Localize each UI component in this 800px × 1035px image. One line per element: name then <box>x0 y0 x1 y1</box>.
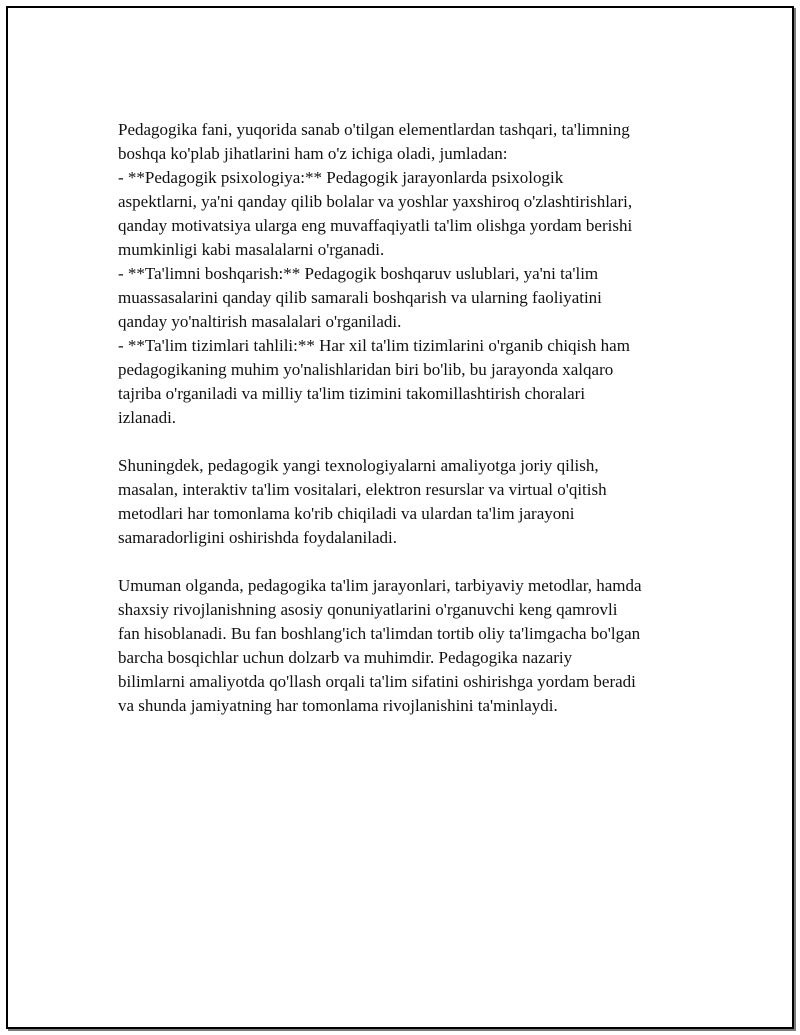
text-line: Umuman olganda, pedagogika ta'lim jarayonlari, tarbiyaviy metodlar, hamda <box>118 576 642 595</box>
list-item-talim-tizimlari-tahlili: - **Ta'lim tizimlari tahlili:** Har xil ta'lim tizimlarini o'rganib chiqish ham <box>118 336 630 355</box>
paragraph-1 <box>118 118 690 430</box>
text-line: qanday motivatsiya ularga eng muvaffaqiyatli ta'lim olishga yordam berishi <box>118 216 633 235</box>
document-body <box>118 118 690 742</box>
text-line: mumkinligi kabi masalalarni o'rganadi. <box>118 240 385 259</box>
paragraph-3 <box>118 574 690 718</box>
text-line: Shuningdek, pedagogik yangi texnologiyalarni amaliyotga joriy qilish, <box>118 456 599 475</box>
paragraph-2 <box>118 454 690 550</box>
text-line: samaradorligini oshirishda foydalaniladi. <box>118 528 398 547</box>
text-line: bilimlarni amaliyotda qo'llash orqali ta'lim sifatini oshirishga yordam beradi <box>118 672 636 691</box>
text-line: qanday yo'naltirish masalalari o'rganiladi. <box>118 312 402 331</box>
text-line: metodlari har tomonlama ko'rib chiqiladi va ulardan ta'lim jarayoni <box>118 504 575 523</box>
text-line: muassasalarini qanday qilib samarali boshqarish va ularning faoliyatini <box>118 288 602 307</box>
list-item-pedagogik-psixologiya: - **Pedagogik psixologiya:** Pedagogik jarayonlarda psixologik <box>118 168 564 187</box>
text-line: masalan, interaktiv ta'lim vositalari, elektron resurslar va virtual o'qitish <box>118 480 607 499</box>
text-line: boshqa ko'plab jihatlarini ham o'z ichiga oladi, jumladan: <box>118 144 508 163</box>
text-line: pedagogikaning muhim yo'nalishlaridan biri bo'lib, bu jarayonda xalqaro <box>118 360 614 379</box>
text-line: shaxsiy rivojlanishning asosiy qonuniyatlarini o'rganuvchi keng qamrovli <box>118 600 618 619</box>
text-line: Pedagogika fani, yuqorida sanab o'tilgan elementlardan tashqari, ta'limning <box>118 120 630 139</box>
text-line: fan hisoblanadi. Bu fan boshlang'ich ta'limdan tortib oliy ta'limgacha bo'lgan <box>118 624 641 643</box>
list-item-talimni-boshqarish: - **Ta'limni boshqarish:** Pedagogik boshqaruv uslublari, ya'ni ta'lim <box>118 264 599 283</box>
text-line: va shunda jamiyatning har tomonlama rivojlanishini ta'minlaydi. <box>118 696 558 715</box>
text-line: barcha bosqichlar uchun dolzarb va muhimdir. Pedagogika nazariy <box>118 648 573 667</box>
text-line: tajriba o'rganiladi va milliy ta'lim tizimini takomillashtirish choralari <box>118 384 586 403</box>
text-line: izlanadi. <box>118 408 177 427</box>
text-line: aspektlarni, ya'ni qanday qilib bolalar va yoshlar yaxshiroq o'zlashtirishlari, <box>118 192 633 211</box>
